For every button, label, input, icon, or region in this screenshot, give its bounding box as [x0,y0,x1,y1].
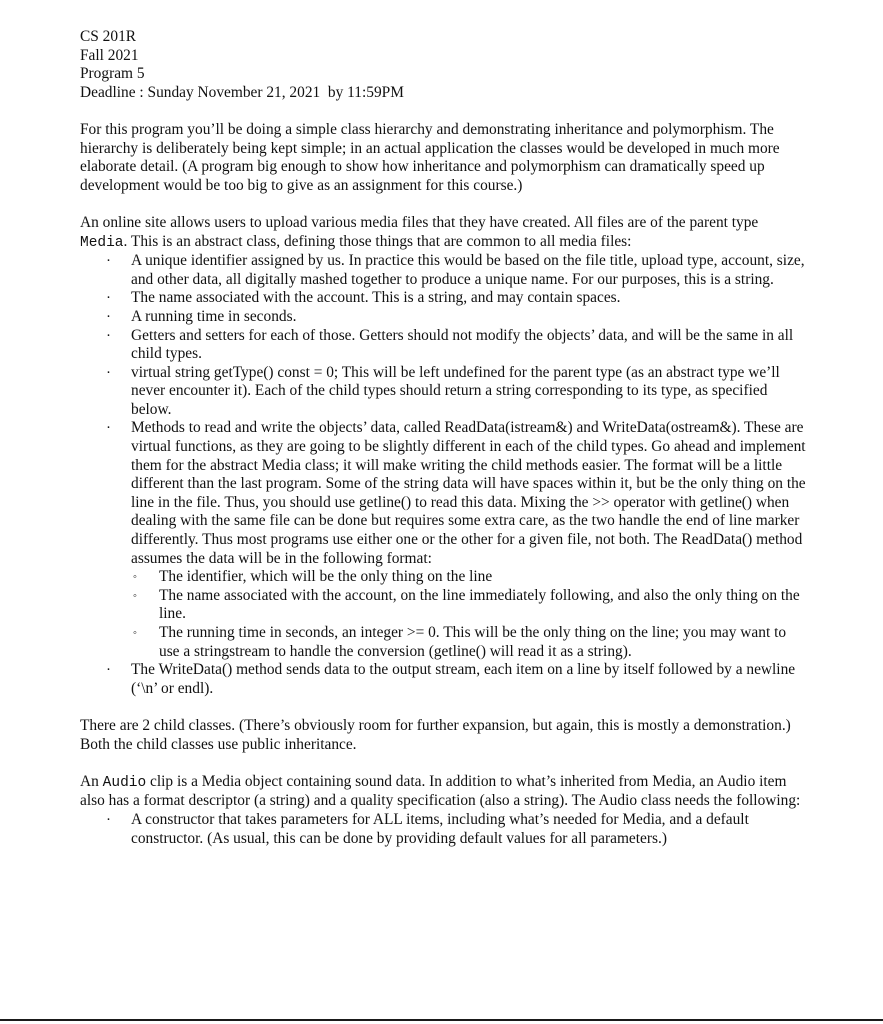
header-block [80,28,806,102]
audio-lead-text: An [80,772,103,790]
bullet-text: Methods to read and write the objects’ data, called ReadData(istream&) and WriteData(ostream&). These are virtual functions, as they are going to be slightly different in each of the child types. Go ahead and implement them for the abstract Media class; it will make writing the child methods easier. The format will be a little different than the last program. Some of the string data will have spaces within it, but be the only thing on the line in the file. Thus, you should use getline() to read this data. Mixing the >> operator with getline() when dealing with the same file can be done but requires some extra care, as the two handle the end of line marker differently. Thus most programs use either one or the other for a given file, not both. The ReadData() method assumes the data will be in the following format: [131,419,806,567]
audio-lead-text-after: clip is a Media object containing sound data. In addition to what’s inherited from Media, an Audio item also has a format descriptor (a string) and a quality specification (also a string). The Audio class needs the following: [80,772,801,810]
sub-bullet-item: ◦ The running time in seconds, an integer >= 0. This will be the only thing on the line; you may want to use a stringstream to handle the conversion (getline() will read it as a string). [159,624,806,661]
media-bullet-list [80,252,806,698]
sub-bullet-item: ◦ The identifier, which will be the only thing on the line [159,568,806,587]
bullet-item: · A constructor that takes parameters for ALL items, including what’s needed for Media, and a default constructor. (As usual, this can be done by providing default values for all parameters.) [131,811,806,848]
term: Fall 2021 [80,46,139,64]
audio-paragraph [80,773,806,811]
bullet-item [131,419,806,661]
audio-class-name: Audio [102,774,147,791]
audio-bullet-list [80,811,806,848]
bullet-item: · A unique identifier assigned by us. In practice this would be based on the file title, upload type, account, size, and other data, all digitally mashed together to produce a unique name. For our purposes, this is a string. [131,252,806,289]
bullet-item: · A running time in seconds. [131,308,806,327]
bullet-item: · The WriteData() method sends data to the output stream, each item on a line by itself followed by a newline (‘\n’ or endl). [131,661,806,698]
document-page [80,28,806,848]
sub-bullet-item: ◦ The name associated with the account, on the line immediately following, and also the only thing on the line. [159,587,806,624]
media-lead-text-after: . This is an abstract class, defining those things that are common to all media files: [123,232,632,250]
course-code: CS 201R [80,28,137,45]
format-sub-list [131,568,806,661]
media-class-name: Media [80,234,124,251]
program-title: Program 5 [80,65,145,83]
deadline: Deadline : Sunday November 21, 2021 by 11:59PM [80,83,404,101]
intro-paragraph: For this program you’ll be doing a simple class hierarchy and demonstrating inheritance and polymorphism. The hierarchy is deliberately being kept simple; in an actual application the classes would be developed in much more elaborate detail. (A program big enough to show how inheritance and polymorphism can dramatically speed up development would be too big to give as an assignment for this course.) [80,120,780,194]
page-bottom-rule [0,1019,883,1021]
bullet-item: · Getters and setters for each of those. Getters should not modify the objects’ data, and will be the same in all child types. [131,327,806,364]
media-lead-text: An online site allows users to upload various media files that they have created. All files are of the parent type [80,213,759,231]
child-classes-paragraph: There are 2 child classes. (There’s obviously room for further expansion, but again, this is mostly a demonstration.) Both the child classes use public inheritance. [80,716,791,753]
media-paragraph [80,214,806,252]
bullet-item: · The name associated with the account. This is a string, and may contain spaces. [131,289,806,308]
bullet-item: · virtual string getType() const = 0; This will be left undefined for the parent type (as an abstract type we’ll never encounter it). Each of the child types should return a string corresponding to its type, as specified below. [131,364,806,420]
